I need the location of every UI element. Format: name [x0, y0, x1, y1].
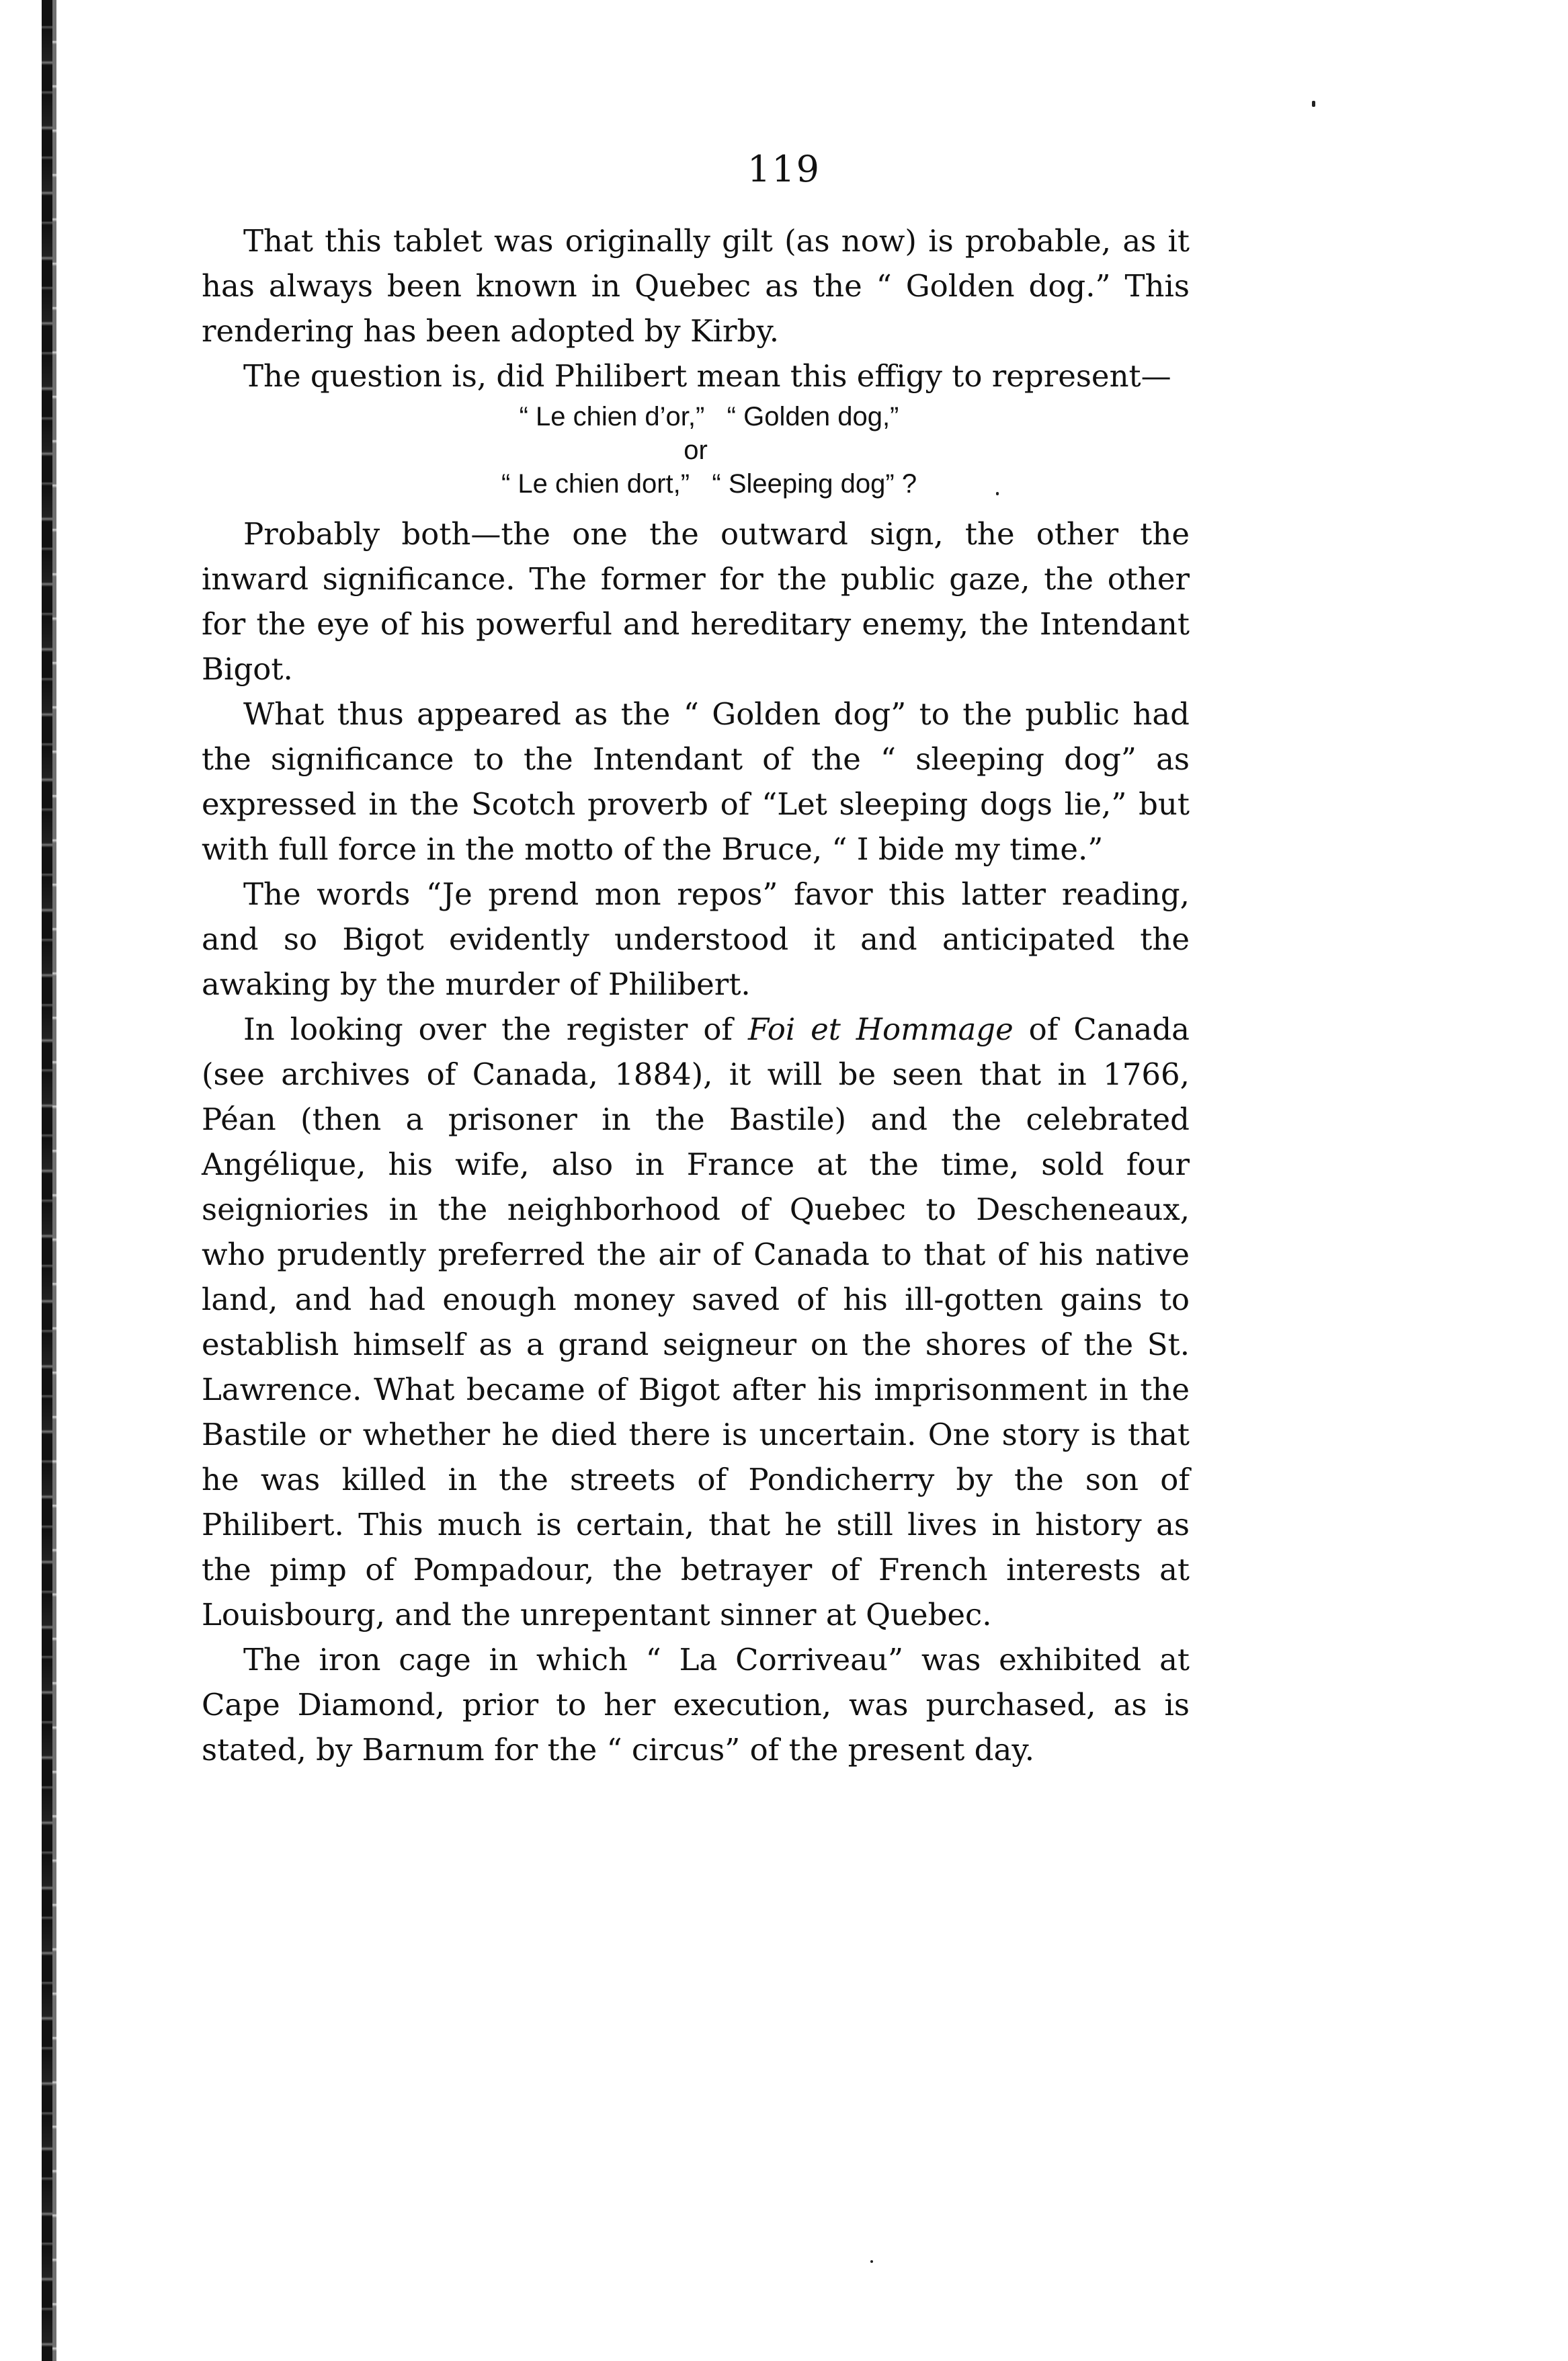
paragraph-text: of Canada (see archives of Canada, 1884), it will be seen that in 1766, Péan (then a prisoner in the Bastile) and the celebrated Angélique, his wife, also in France at the time, sold four seigniories in the neighborhood of Quebec to Descheneaux, who prudently preferred the air of Canada to that of his native land, and had enough money saved of his ill-gotten gains to establish himself as a grand seigneur on the shores of the St. Lawrence. What became of Bigot after his imprisonment in the Bastile or whether he died there is uncertain. One story is that he was killed in the streets of Pondicherry by the son of Philibert. This much is certain, that he still lives in history as the pimp of Pompadour, the betrayer of French interests at Louisbourg, and the unrepentant sinner at Quebec.	[202, 1011, 1190, 1632]
paragraph-text: In looking over the register of	[243, 1011, 748, 1047]
paragraph: The words “Je prend mon repos” favor this latter reading, and so Bigot evidently understood it and anticipated the awaking by the murder of Philibert.	[202, 876, 1190, 1002]
paragraph: The question is, did Philibert mean this effigy to represent—	[243, 358, 1171, 394]
paragraph: That this tablet was originally gilt (as now) is probable, as it has always been known in Quebec as the “ Golden dog.” This rendering has been adopted by Kirby.	[202, 223, 1190, 349]
paragraph	[202, 1007, 1190, 1637]
quote-line-or: or	[684, 436, 708, 465]
stray-ink-mark	[1312, 101, 1315, 107]
page-binding-edge	[42, 0, 52, 2361]
quote-line: “ Le chien d’or,” “ Golden dog,”	[519, 402, 899, 431]
page-binding-shadow	[52, 0, 56, 2361]
quote-line: “ Le chien dort,” “ Sleeping dog” ?	[501, 469, 917, 499]
italic-title: Foi et Hommage	[748, 1011, 1014, 1047]
paragraph: The iron cage in which “ La Corriveau” was exhibited at Cape Diamond, prior to her execution, was purchased, as is stated, by Barnum for the “ circus” of the present day.	[202, 1642, 1190, 1768]
body-text	[202, 218, 1190, 1772]
page-number: 119	[747, 148, 821, 190]
stray-ink-mark	[870, 2260, 873, 2263]
paragraph: What thus appeared as the “ Golden dog” to the public had the significance to the Intendant of the “ sleeping dog” as expressed in the Scotch proverb of “Let sleeping dogs lie,” but with full force in the motto of the Bruce, “ I bide my time.”	[202, 696, 1190, 867]
quote-block	[202, 400, 1190, 501]
paragraph: Probably both—the one the outward sign, the other the inward significance. The former for the public gaze, the other for the eye of his powerful and hereditary enemy, the Intendant Bigot.	[202, 516, 1190, 687]
